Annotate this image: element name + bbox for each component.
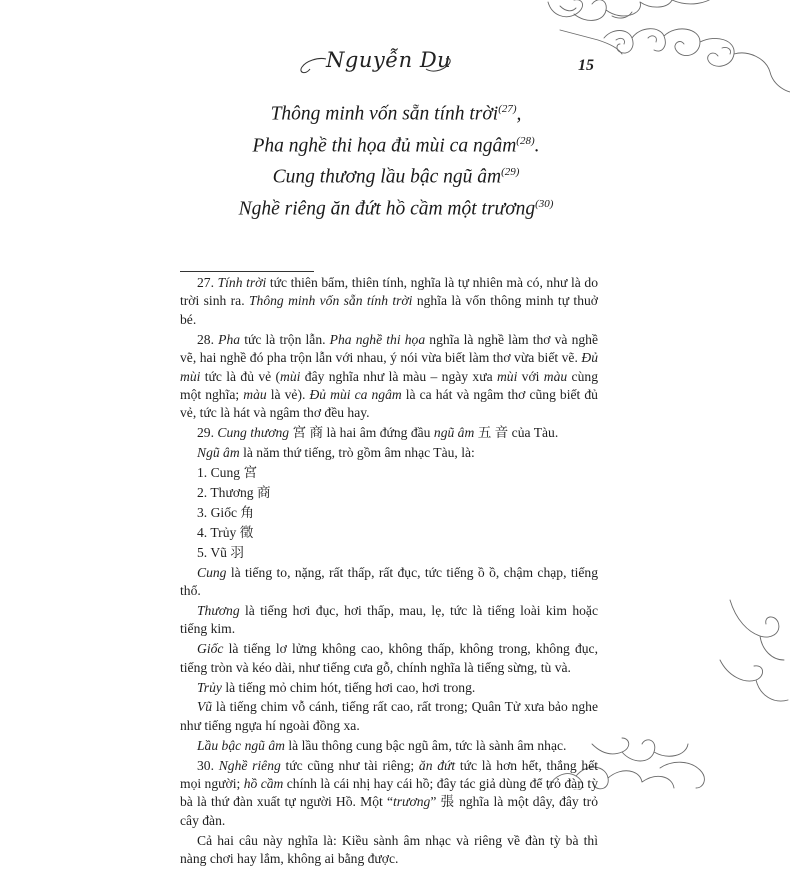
poem-line: [196, 191, 596, 223]
poem-line: [196, 128, 596, 160]
author-swash-right: [424, 55, 454, 77]
term: Giốc: [197, 641, 224, 657]
poem-line-text: Pha nghề thi họa đủ mùi ca ngâm: [252, 135, 517, 156]
footnote-ref[interactable]: (30): [535, 197, 554, 210]
note-lau: [180, 737, 598, 755]
poem-line-punct: ,: [516, 103, 522, 125]
note-gioc: [180, 640, 598, 677]
term: ăn đứt: [418, 757, 456, 773]
note-truy: [180, 679, 598, 697]
footnote-28: [180, 331, 598, 423]
poem-line: [196, 159, 596, 191]
author-swash-left: [296, 55, 328, 77]
list-item: 2. Thương 商: [197, 484, 271, 500]
text: 五 音 của Tàu.: [474, 425, 559, 441]
term: trương: [392, 794, 431, 810]
term: Pha nghề thi họa: [329, 331, 426, 347]
term: Vũ: [197, 699, 213, 715]
term: hồ cầm: [243, 776, 284, 792]
text: 宮 商 là hai âm đứng đầu: [289, 425, 434, 441]
term: Cung thương: [217, 425, 290, 441]
note-thuong: [180, 602, 598, 639]
text: ” 張 nghĩa là một dây, đây trỏ cây đàn.: [180, 794, 598, 828]
footnote-ref[interactable]: (27): [498, 103, 517, 115]
page-number: 15: [578, 57, 594, 74]
term: Tính trời: [217, 275, 267, 290]
text: tức là đủ vẻ (: [200, 368, 281, 384]
term: Lầu bậc ngũ âm: [197, 737, 285, 753]
list-item: 5. Vũ 羽: [197, 544, 244, 560]
term: màu: [243, 386, 267, 402]
term: Nghề riêng: [218, 757, 281, 773]
note-vu: [180, 698, 598, 735]
footnote-29-intro: [180, 444, 598, 462]
poem-line-text: Thông minh vốn sẵn tính trời: [270, 103, 499, 125]
text: tức là hơn hết, thắng hết mọi người;: [180, 757, 599, 792]
poem-line: [196, 96, 596, 128]
term: Ngũ âm: [197, 445, 240, 461]
term: mùi: [280, 368, 301, 384]
poem-line-text: Cung thương lầu bậc ngũ âm: [272, 166, 502, 188]
term: mùi: [496, 368, 518, 384]
footnote-27: [180, 274, 598, 329]
footnote-30-conclusion: Cả hai câu này nghĩa là: Kiều sành âm nhạc và riêng về đàn tỳ bà thì nàng chơi hay lắm, không ai bằng được.: [180, 832, 598, 867]
term: Đủ mùi ca ngâm: [309, 386, 402, 402]
term: Trủy: [197, 679, 222, 695]
poem-verse: [196, 96, 596, 222]
footnote-29: [180, 424, 598, 442]
text: nghĩa là vốn thông minh tự thuở bé.: [180, 293, 598, 327]
text: là năm thứ tiếng, trò gồm âm nhạc Tàu, là:: [239, 445, 475, 461]
text: là vẻ).: [266, 386, 310, 402]
text: là tiếng to, nặng, rất thấp, rất đục, tức tiếng ồ ồ, chậm chạp, tiếng thổ.: [180, 564, 598, 598]
footnote-number: 29.: [197, 425, 218, 441]
text: cùng một nghĩa;: [180, 368, 598, 402]
text: tức cũng như tài riêng;: [280, 757, 419, 773]
text: là tiếng hơi đục, hơi thấp, mau, lẹ, tức là tiếng loài kim hoặc tiếng kim.: [180, 602, 598, 637]
text: với: [517, 368, 544, 384]
text: là lầu thông cung bậc ngũ âm, tức là sành âm nhạc.: [284, 737, 567, 753]
term: màu: [543, 368, 568, 384]
term: Thông minh vốn sẵn tính trời: [248, 293, 413, 309]
footnote-number: 30.: [197, 757, 219, 773]
footnote-number: 28.: [197, 331, 219, 347]
term: Cung: [197, 564, 227, 580]
footnote-ref[interactable]: (29): [501, 166, 520, 178]
poem-line-text: Nghề riêng ăn đứt hồ cầm một trương: [238, 198, 536, 219]
list-item: 3. Giốc 角: [197, 504, 255, 520]
term: ngũ âm: [433, 425, 475, 441]
text: tức thiên bẩm, thiên tính, nghĩa là tự nhiên mà có, như là do trời sinh ra.: [180, 275, 598, 309]
text: nghĩa là nghề làm thơ và nghề vẽ, hai nghề đó pha trộn lẫn với nhau, ý nói vừa biết làm thơ vừa biết vẽ.: [180, 331, 598, 366]
list-item: 4. Trủy 徵: [197, 524, 254, 540]
text: là tiếng chim vỗ cánh, tiếng rất cao, rất trong; Quân Tử xưa bảo nghe như tiếng ngựa hí ngoài đồng xa.: [180, 699, 598, 733]
list-item: 1. Cung 宮: [197, 465, 258, 481]
footnote-number: 27.: [197, 275, 218, 290]
text: tức là trộn lẫn.: [240, 331, 330, 347]
footnote-separator: [180, 271, 314, 272]
footnote-30: [180, 757, 598, 831]
note-cung: [180, 564, 598, 601]
term: Đủ mùi: [180, 350, 598, 384]
text: là tiếng lơ lửng không cao, không thấp, không trong, không đục, tiếng tròn và kéo dài, như tiếng cưa gỗ, chính nghĩa là tiếng sừng, tù và.: [180, 641, 598, 675]
text: chính là cái nhị hay cái hồ; đây tác giả dùng để trỏ đàn tỳ bà là thứ đàn xuất tự người Hồ. Một “: [180, 776, 598, 810]
term: Pha: [218, 331, 241, 347]
term: Thương: [197, 602, 240, 618]
text: là tiếng mỏ chim hót, tiếng hơi cao, hơi trong.: [221, 679, 476, 695]
poem-line-punct: .: [534, 135, 540, 156]
text: là ca hát và ngâm thơ cũng biết đủ vẻ, tức là hát và ngâm thơ đều hay.: [180, 386, 598, 421]
footnote-ref[interactable]: (28): [516, 134, 535, 147]
running-header-author: Nguyễn Du: [326, 48, 452, 72]
text: đây nghĩa như là màu – ngày xưa: [300, 368, 497, 384]
footnotes: [180, 274, 598, 870]
right-cloud-ornament: [604, 29, 790, 92]
